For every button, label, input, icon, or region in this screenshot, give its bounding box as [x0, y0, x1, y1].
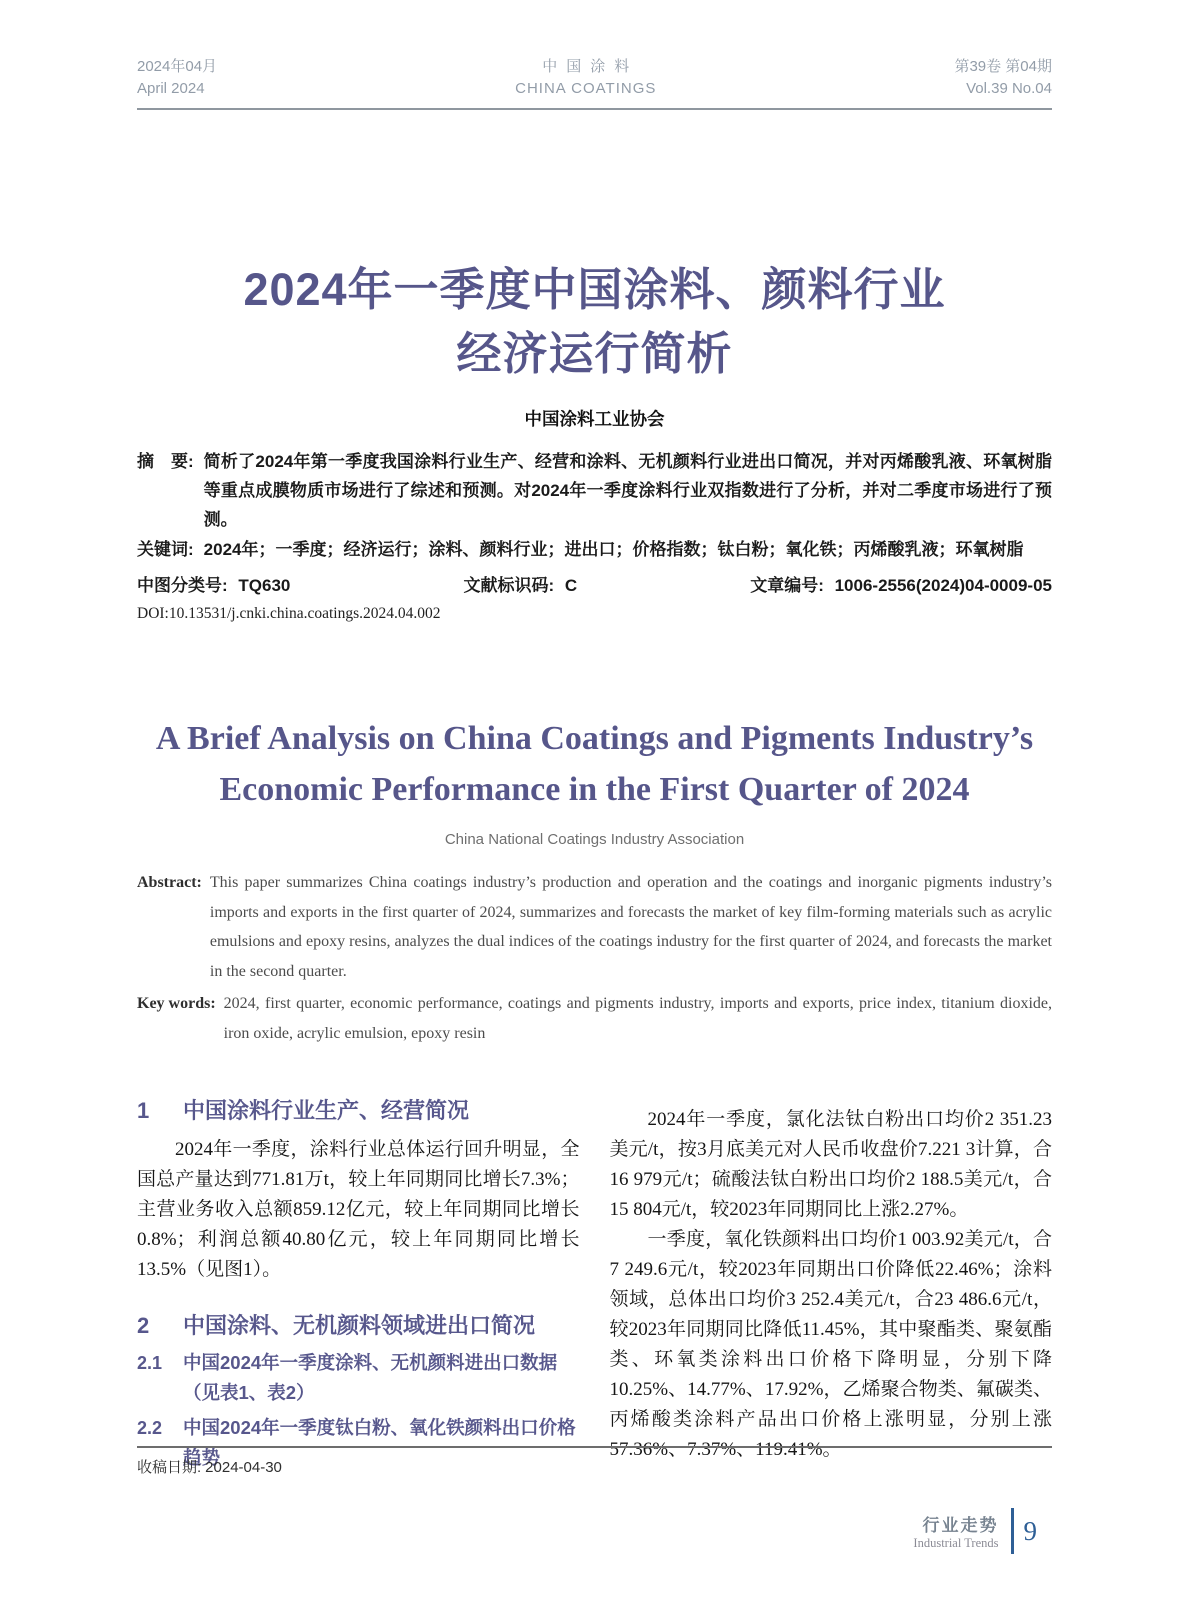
- subsection-2-2-title: 中国2024年一季度钛白粉、氧化铁颜料出口价格趋势: [183, 1417, 576, 1468]
- article-title-en: [137, 713, 1052, 815]
- received-date-label: 收稿日期:: [137, 1459, 202, 1476]
- footer-divider-bar: [1011, 1508, 1014, 1554]
- keywords-cn-text: 2024年；一季度；经济运行；涂料、颜料行业；进出口；价格指数；钛白粉；氧化铁；丙烯酸乳液；环氧树脂: [203, 540, 1024, 559]
- left-column: [137, 1094, 580, 1473]
- header-volume-cn: 第39卷 第04期: [954, 58, 1052, 75]
- article-meta-row: [137, 571, 1052, 596]
- article-title-cn: [137, 258, 1052, 386]
- two-column-body: [137, 1094, 1052, 1473]
- article-title-en-line2: Economic Performance in the First Quarter of 2024: [219, 771, 970, 808]
- subsection-2-1-number: 2.1: [137, 1353, 163, 1373]
- section-1-number: 1: [137, 1098, 150, 1123]
- header-journal-name: [515, 56, 656, 100]
- received-date-note: [137, 1456, 282, 1477]
- abstract-cn: [137, 447, 1052, 534]
- header-volume-info: [954, 56, 1052, 100]
- abstract-cn-label: 摘 要:: [137, 452, 194, 471]
- section-1-title: 中国涂料行业生产、经营简况: [183, 1098, 470, 1123]
- clc-number: [137, 571, 290, 596]
- keywords-en: [137, 989, 1052, 1048]
- right-column-paragraph-2: 一季度，氧化铁颜料出口均价1 003.92美元/t，合7 249.6元/t，较2023年同期出口价降低22.46%；涂料领域，总体出口均价3 252.4美元/t，合23 486.6元/t，较2023年同期同比降低11.45%，其中聚酯类、聚氨酯类、环氧类涂料出口价格下降明显，分别下降10.25%、14.77%、17.92%，乙烯聚合物类、氟碳类、丙烯酸类涂料产品出口价格上涨明显，分别上涨57.36%、7.37%、119.41%。: [609, 1229, 1052, 1460]
- footnote-divider: [137, 1446, 1052, 1448]
- header-volume-en: Vol.39 No.04: [966, 80, 1052, 97]
- keywords-cn: [137, 535, 1052, 564]
- journal-name-en: CHINA COATINGS: [515, 80, 657, 97]
- article-number-label: 文章编号:: [750, 576, 829, 595]
- article-number-value: 1006-2556(2024)04-0009-05: [834, 576, 1052, 595]
- footer-section-en: Industrial Trends: [913, 1536, 999, 1550]
- clc-number-value: TQ630: [238, 576, 291, 595]
- doi: DOI:10.13531/j.cnki.china.coatings.2024.04.002: [137, 605, 441, 622]
- header-issue-date: [137, 56, 217, 100]
- abstract-cn-text: 简析了2024年第一季度我国涂料行业生产、经营和涂料、无机颜料行业进出口简况，并对丙烯酸乳液、环氧树脂等重点成膜物质市场进行了综述和预测。对2024年一季度涂料行业双指数进行了分析，并对二季度市场进行了预测。: [203, 452, 1052, 529]
- keywords-en-text: 2024, first quarter, economic performance, coatings and pigments industry, imports and exports, price index, titanium dioxide, iron oxide, acrylic emulsion, epoxy resin: [223, 995, 1052, 1042]
- footer-section-label: [913, 1511, 998, 1551]
- article-number: [750, 571, 1052, 596]
- subsection-2-2-number: 2.2: [137, 1418, 163, 1438]
- document-code-value: C: [564, 576, 578, 595]
- abstract-en-text: This paper summarizes China coatings industry’s production and operation and the coatings and inorganic pigments industry’s imports and exports in the first quarter of 2024, summarizes and forecasts the market of key film-forming materials such as acrylic emulsions and epoxy resins, analyzes the dual indices of the coatings industry for the first quarter of 2024, and forecasts the market in the second quarter.: [209, 874, 1052, 980]
- article-title-cn-line1: 2024年一季度中国涂料、颜料行业: [243, 264, 946, 315]
- abstract-en-label: Abstract:: [137, 874, 202, 891]
- header-date-en: April 2024: [137, 80, 205, 97]
- section-2-heading: [137, 1309, 580, 1343]
- article-title-cn-line2: 经济运行简析: [456, 328, 733, 379]
- section-2-title: 中国涂料、无机颜料领域进出口简况: [183, 1313, 536, 1338]
- received-date-value: 2024-04-30: [205, 1459, 282, 1476]
- article-author-en: China National Coatings Industry Association: [444, 831, 745, 848]
- journal-name-cn: 中国涂料: [542, 58, 639, 75]
- footer-section-cn: 行业走势: [922, 1516, 999, 1535]
- keywords-en-label: Key words:: [137, 995, 216, 1012]
- right-column: [610, 1094, 1053, 1473]
- clc-number-label: 中图分类号:: [137, 576, 233, 595]
- subsection-2-1-title: 中国2024年一季度涂料、无机颜料进出口数据（见表1、表2）: [183, 1352, 558, 1403]
- keywords-cn-label: 关键词:: [137, 540, 194, 559]
- section-1-paragraph: 2024年一季度，涂料行业总体运行回升明显，全国总产量达到771.81万t，较上年同期同比增长7.3%；主营业务收入总额859.12亿元，较上年同期同比增长0.8%；利润总额40.80亿元，较上年同期同比增长13.5%（见图1）。: [137, 1139, 580, 1280]
- right-column-paragraph-1: 2024年一季度，氯化法钛白粉出口均价2 351.23美元/t，按3月底美元对人民币收盘价7.221 3计算，合16 979元/t；硫酸法钛白粉出口均价2 188.5美元/t，合15 804元/t，较2023年同期同比上涨2.27%。: [609, 1109, 1052, 1220]
- article-title-en-line1: A Brief Analysis on China Coatings and Pigments Industry’s: [155, 720, 1034, 757]
- abstract-en: [137, 868, 1052, 986]
- section-1-heading: [137, 1094, 580, 1128]
- article-author-cn: 中国涂料工业协会: [524, 409, 665, 429]
- page-number: 9: [1023, 1515, 1037, 1546]
- document-code-label: 文献标识码:: [463, 576, 559, 595]
- header-date-cn: 2024年04月: [137, 58, 218, 75]
- page-footer: [913, 1508, 1037, 1554]
- section-2-number: 2: [137, 1313, 150, 1338]
- page-header: [137, 0, 1052, 110]
- subsection-2-1-heading: [137, 1348, 580, 1408]
- document-code: [463, 571, 577, 596]
